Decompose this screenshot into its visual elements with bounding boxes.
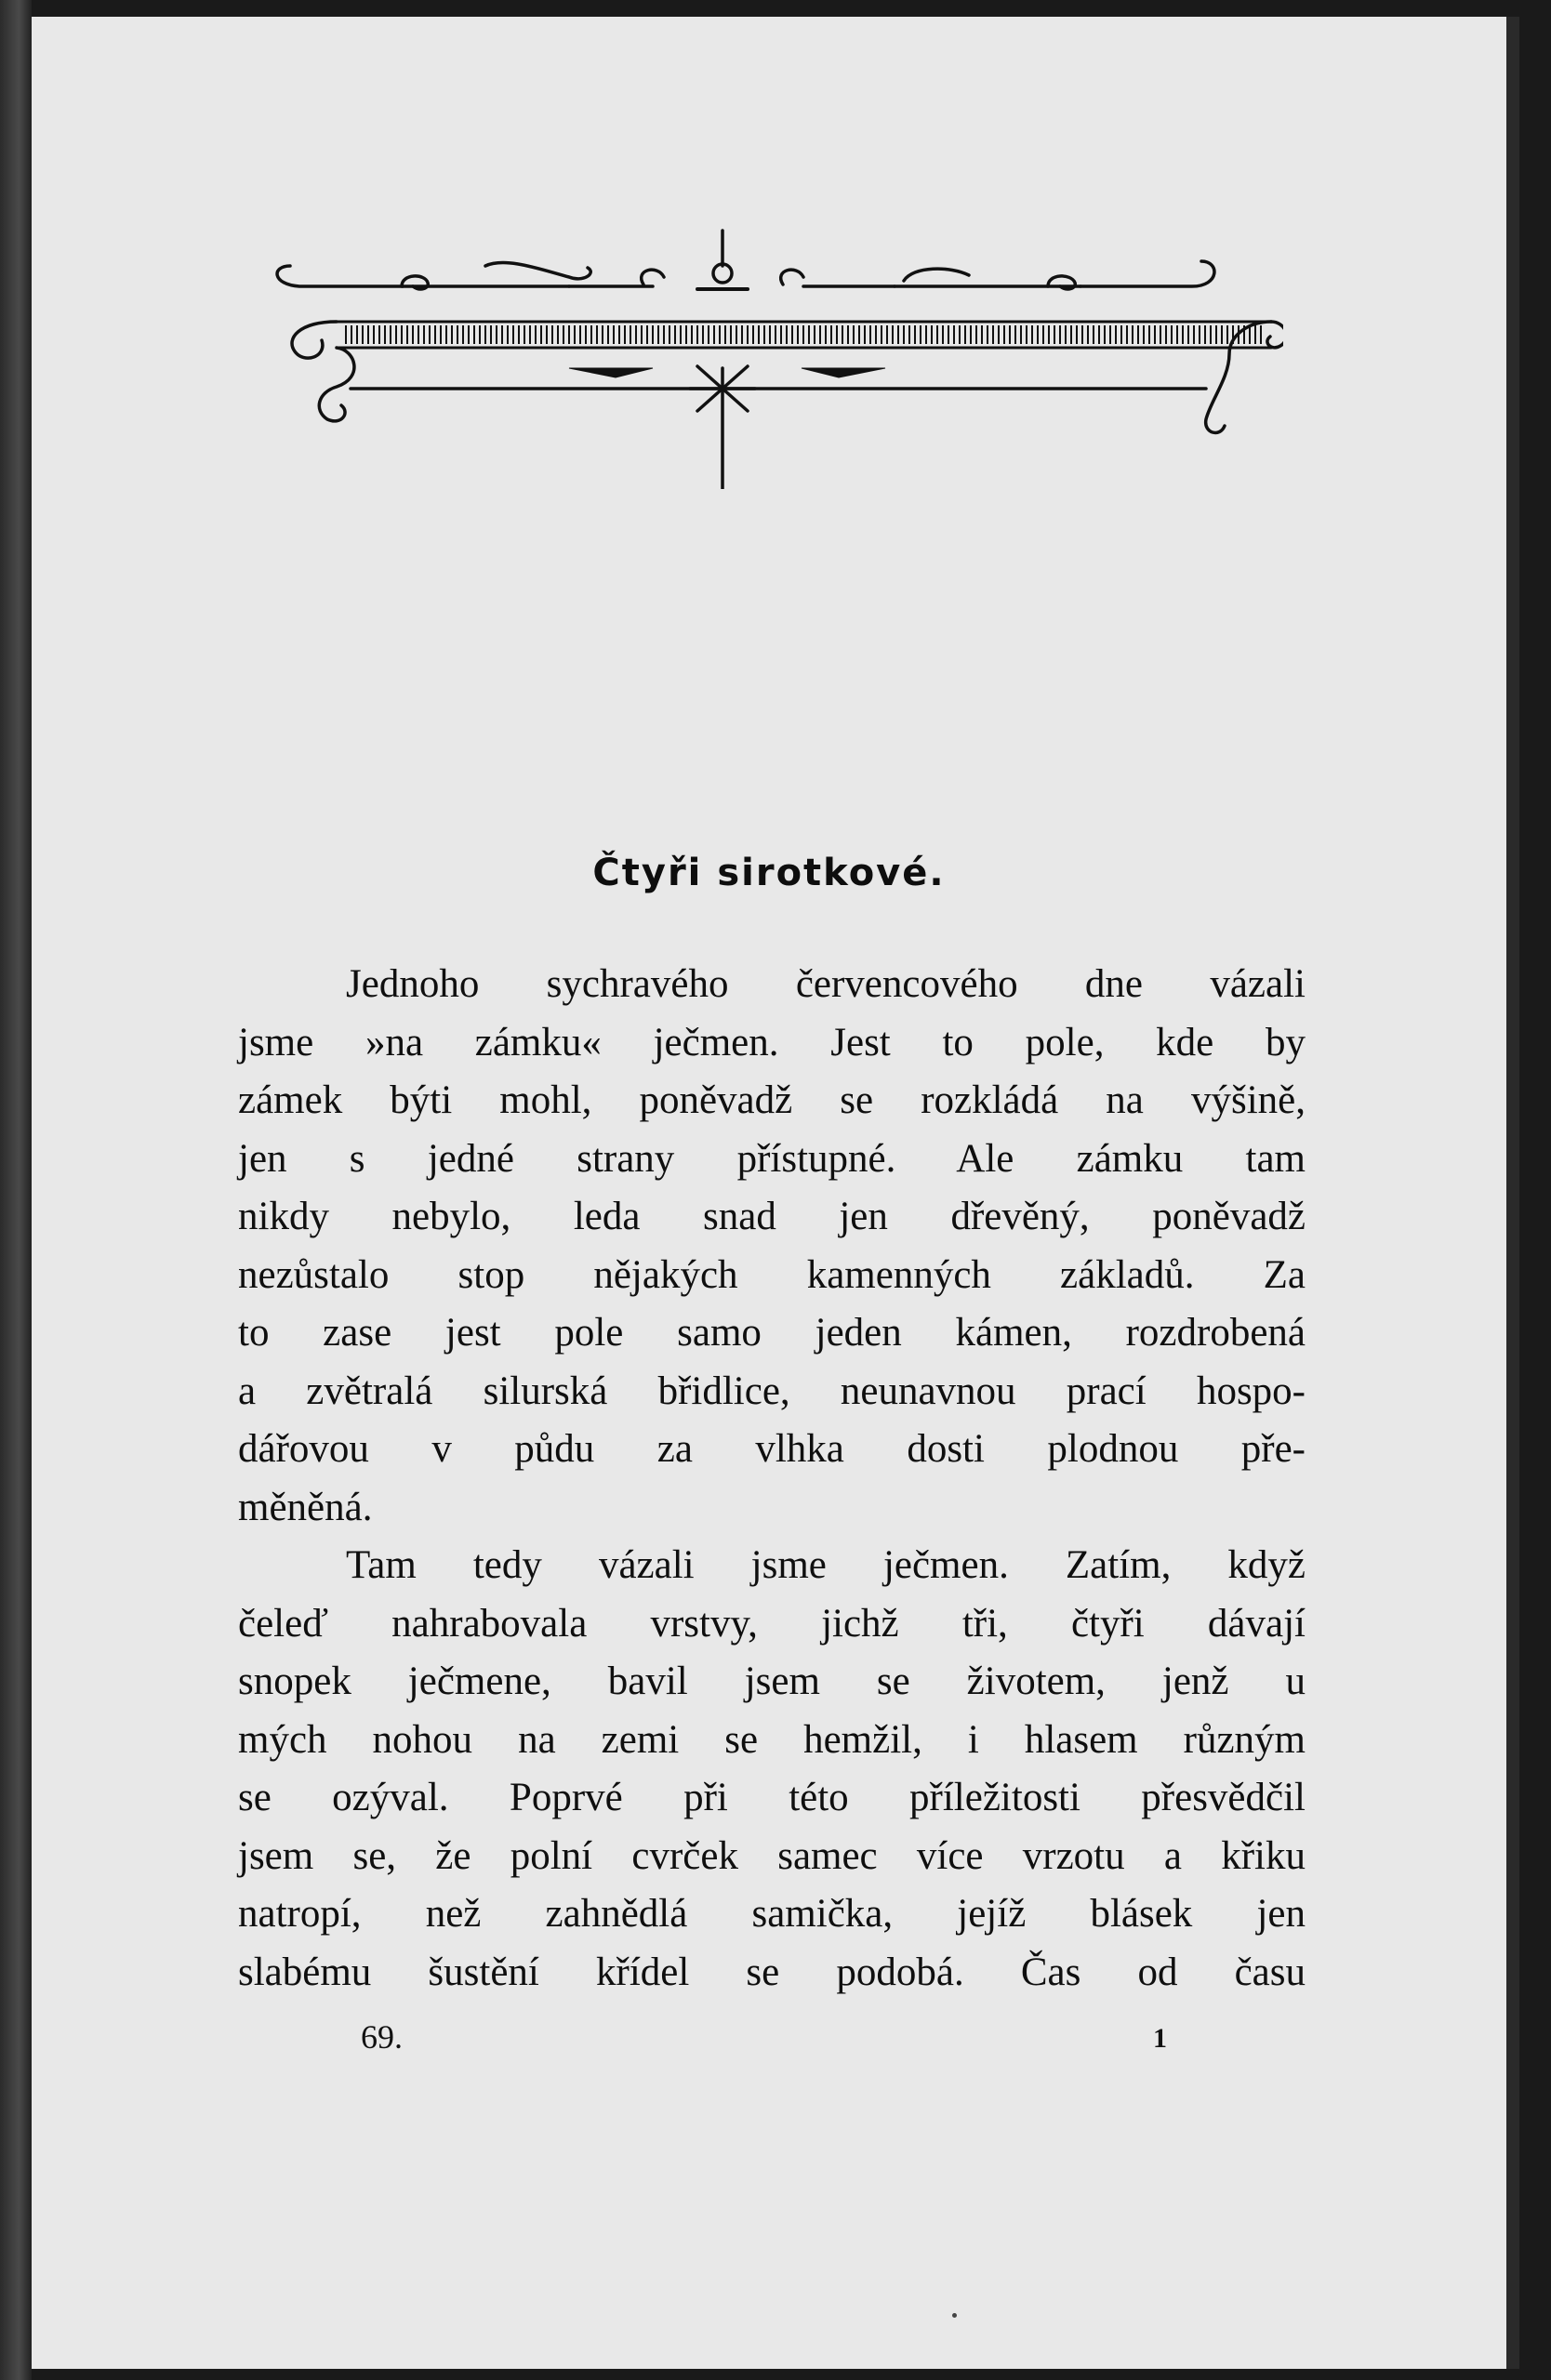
body-text xyxy=(238,956,1306,2002)
text-line: natropí, než zahnědlá samička, jejíž blásek jen xyxy=(238,1892,1306,1936)
text-line: mých nohou na zemi se hemžil, i hlasem různým xyxy=(238,1717,1306,1762)
book-page xyxy=(32,17,1519,2369)
text-line: jsem se, že polní cvrček samec více vrzotu a křiku xyxy=(238,1833,1306,1878)
text-line: nikdy nebylo, leda snad jen dřevěný, poněvadž xyxy=(238,1195,1306,1238)
sheet-mark: 1 xyxy=(1153,2023,1167,2054)
paragraph-2 xyxy=(238,1537,1306,2002)
text-line: jen s jedné strany přístupné. Ale zámku tam xyxy=(238,1136,1306,1181)
signature-number: 69. xyxy=(361,2018,403,2056)
text-line: jsme »na zámku« ječmen. Jest to pole, kde by xyxy=(238,1020,1306,1064)
book-binding-edge xyxy=(0,0,32,2380)
decorative-header-ornament xyxy=(262,229,1283,489)
paper-speck xyxy=(952,2313,957,2318)
text-line: Tam tedy vázali jsme ječmen. Zatím, když xyxy=(346,1543,1306,1587)
text-line: nezůstalo stop nějakých kamenných základů. Za xyxy=(238,1252,1306,1297)
text-line: to zase jest pole samo jeden kámen, rozdrobená xyxy=(238,1311,1306,1355)
text-line: čeleď nahrabovala vrstvy, jichž tři, čtyři dávají xyxy=(238,1601,1306,1646)
text-line: snopek ječmene, bavil jsem se životem, jenž u xyxy=(238,1659,1306,1703)
text-line: měněná. xyxy=(238,1485,373,1529)
text-line: dářovou v půdu za vlhka dosti plodnou pře- xyxy=(238,1427,1306,1471)
paragraph-1 xyxy=(238,956,1306,1537)
text-line: Jednoho sychravého červencového dne vázali xyxy=(346,962,1306,1006)
text-line: se ozýval. Poprvé při této příležitosti přesvědčil xyxy=(238,1776,1306,1819)
chapter-title: Čtyři sirotkové. xyxy=(592,852,946,894)
text-line: zámek býti mohl, poněvadž se rozkládá na výšině, xyxy=(238,1078,1306,1122)
text-line: slabému šustění křídel se podobá. Čas od času xyxy=(238,1950,1306,1994)
text-line: a zvětralá silurská břidlice, neunavnou prací hospo- xyxy=(238,1368,1306,1413)
